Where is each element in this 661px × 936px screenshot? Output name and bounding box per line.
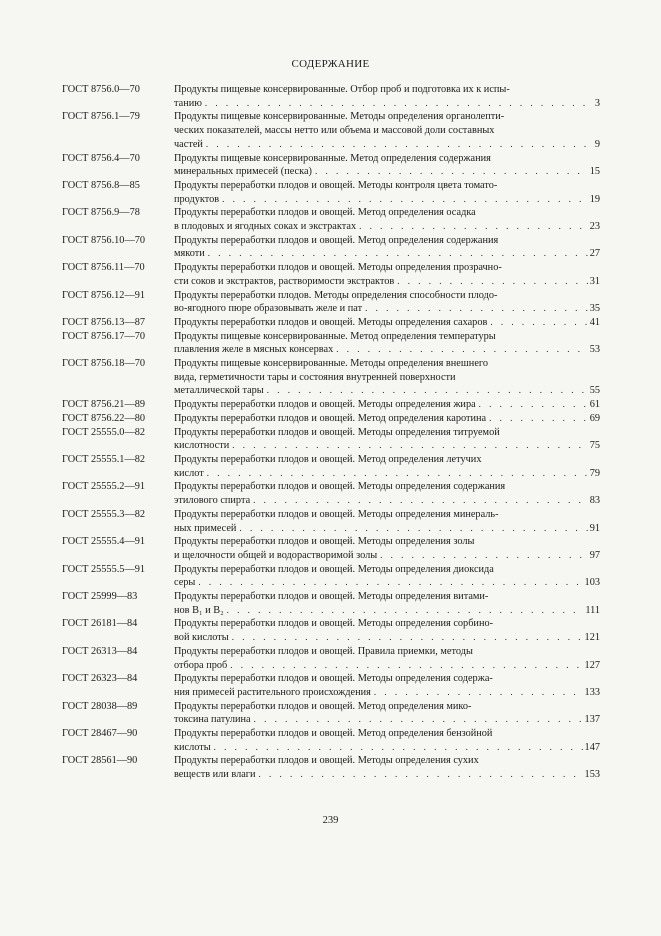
entry-title-line: Продукты пищевые консервированные. Метод определения температуры xyxy=(174,330,496,342)
entry-title-line: металлической тары xyxy=(174,385,264,397)
standard-code: ГОСТ 8756.17—70 xyxy=(62,330,146,342)
standard-code: ГОСТ 25555.0—82 xyxy=(62,426,146,438)
entry-title-line: Продукты пищевые консервированные. Методы определения органолепти- xyxy=(174,111,505,123)
dot-leader xyxy=(253,494,588,508)
entry-title xyxy=(174,234,600,261)
entry-title-line: Продукты переработки плодов и овощей. Метод определения содержания xyxy=(174,234,499,246)
standard-code: ГОСТ 8756.13—87 xyxy=(62,316,146,328)
entry-title-line: кислот xyxy=(174,467,204,479)
entry-title-line: серы xyxy=(174,577,196,589)
dot-leader xyxy=(315,165,588,179)
standard-code: ГОСТ 8756.18—70 xyxy=(62,358,146,370)
dot-leader xyxy=(239,522,587,536)
entry-title-line: веществ или влаги xyxy=(174,769,256,781)
dot-leader xyxy=(232,439,587,453)
entry-title-line: отбора проб xyxy=(174,659,228,671)
entry-title-line: Продукты переработки плодов и овощей. Методы определения сорбино- xyxy=(174,618,494,630)
entry-title-line: Продукты переработки плодов и овощей. Методы определения золы xyxy=(174,536,475,548)
entry-title xyxy=(174,645,600,672)
toc-entry xyxy=(62,727,600,754)
entry-title-line: ния примесей растительного происхождения xyxy=(174,686,371,698)
entry-title xyxy=(174,261,600,288)
toc-entry xyxy=(62,206,600,233)
standard-code: ГОСТ 25555.1—82 xyxy=(62,453,146,465)
entry-title xyxy=(174,508,600,535)
entry-title-line: во-ягодного пюре образовывать желе и пат xyxy=(174,303,363,315)
dot-leader xyxy=(359,220,588,234)
toc-entry xyxy=(62,261,600,288)
entry-title-line: Продукты пищевые консервированные. Методы определения внешнего xyxy=(174,358,488,370)
entry-title-line: сти соков и экстрактов, растворимости экстрактов xyxy=(174,275,395,287)
entry-title xyxy=(174,672,600,699)
entry-title-line: токсина патулина xyxy=(174,714,251,726)
entry-page-number: 9 xyxy=(594,138,600,150)
standard-code: ГОСТ 8756.12—91 xyxy=(62,289,146,301)
dot-leader xyxy=(380,549,588,563)
dot-leader xyxy=(336,343,587,357)
entry-title-line: Продукты переработки плодов и овощей. Методы контроля цвета томато- xyxy=(174,179,498,191)
dot-leader xyxy=(254,713,583,727)
entry-page-number: 75 xyxy=(589,440,600,452)
entry-page-number: 147 xyxy=(584,741,600,753)
entry-page-number: 121 xyxy=(584,632,600,644)
entry-title-line: Продукты пищевые консервированные. Отбор проб и подготовка их к испы- xyxy=(174,84,510,95)
standard-code: ГОСТ 8756.0—70 xyxy=(62,84,140,95)
entry-title xyxy=(174,535,600,562)
entry-page-number: 127 xyxy=(584,659,600,671)
standard-code: ГОСТ 8756.4—70 xyxy=(62,152,140,164)
entry-title xyxy=(174,563,600,590)
entry-title xyxy=(174,357,600,398)
standard-code: ГОСТ 8756.21—89 xyxy=(62,399,146,411)
dot-leader xyxy=(489,412,588,426)
dot-leader xyxy=(206,138,593,152)
toc-entry xyxy=(62,672,600,699)
standard-code: ГОСТ 26323—84 xyxy=(62,673,138,685)
entry-title xyxy=(174,453,600,480)
entry-title-line: Продукты переработки плодов и овощей. Методы определения прозрачно- xyxy=(174,262,502,274)
dot-leader xyxy=(214,741,583,755)
entry-page-number: 69 xyxy=(589,412,600,424)
entry-title xyxy=(174,727,600,754)
entry-title xyxy=(174,398,600,412)
entry-title-line: Продукты переработки плодов и овощей. Методы определения жира xyxy=(174,399,476,411)
entry-title-line: этилового спирта xyxy=(174,495,251,507)
standard-code: ГОСТ 8756.8—85 xyxy=(62,179,140,191)
toc-entry xyxy=(62,700,600,727)
entry-page-number: 19 xyxy=(589,193,600,205)
standard-code: ГОСТ 28561—90 xyxy=(62,755,138,767)
entry-title xyxy=(174,152,600,179)
entry-title-line: вой кислоты xyxy=(174,632,229,644)
entry-title-line: вида, герметичности тары и состояния внутренней поверхности xyxy=(174,371,456,383)
entry-page-number: 3 xyxy=(594,97,600,109)
entry-title-line: кислотности xyxy=(174,440,230,452)
entry-page-number: 153 xyxy=(584,769,600,781)
entry-page-number: 111 xyxy=(585,604,600,616)
dot-leader xyxy=(227,604,584,618)
entry-page-number: 79 xyxy=(589,467,600,479)
entry-page-number: 27 xyxy=(589,248,600,260)
entry-title xyxy=(174,206,600,233)
entry-page-number: 23 xyxy=(589,221,600,233)
page-title: СОДЕРЖАНИЕ xyxy=(291,58,370,70)
toc-entry xyxy=(62,357,600,398)
entry-title-line: Продукты переработки плодов и овощей. Методы определения титруемой xyxy=(174,426,500,438)
toc-entry xyxy=(62,179,600,206)
toc-entry xyxy=(62,330,600,357)
toc-entry xyxy=(62,152,600,179)
entry-title-line: частей xyxy=(174,138,203,150)
toc-entry xyxy=(62,289,600,316)
entry-page-number: 31 xyxy=(589,275,600,287)
dot-leader xyxy=(365,302,588,316)
entry-title-line: в плодовых и ягодных соках и экстрактах xyxy=(174,221,357,233)
entry-title-line: ческих показателей, массы нетто или объема и массовой доли составных xyxy=(174,125,495,137)
standard-code: ГОСТ 8756.11—70 xyxy=(62,262,145,274)
entry-page-number: 61 xyxy=(589,399,600,411)
entry-title-line: танию xyxy=(174,97,202,109)
standard-code: ГОСТ 26313—84 xyxy=(62,645,138,657)
entry-title-line: Продукты переработки плодов и овощей. Метод определения каротина xyxy=(174,412,487,424)
entry-title-line: минеральных примесей (песка) xyxy=(174,166,312,178)
entry-page-number: 41 xyxy=(589,316,600,328)
entry-title xyxy=(174,617,600,644)
toc-entry xyxy=(62,453,600,480)
standard-code: ГОСТ 8756.1—79 xyxy=(62,111,140,123)
entry-title-line: продуктов xyxy=(174,193,220,205)
entry-title-line: кислоты xyxy=(174,741,211,753)
toc-entry xyxy=(62,110,600,151)
entry-page-number: 55 xyxy=(589,385,600,397)
entry-title-line: нов В₁ и В₂ xyxy=(174,604,224,616)
dot-leader xyxy=(397,275,587,289)
dot-leader xyxy=(205,97,593,111)
standard-code: ГОСТ 28467—90 xyxy=(62,728,138,740)
toc-entry xyxy=(62,83,600,110)
entry-page-number: 83 xyxy=(589,495,600,507)
entry-title-line: Продукты переработки плодов и овощей. Метод определения летучих xyxy=(174,453,482,465)
entry-page-number: 35 xyxy=(589,303,600,315)
entry-title-line: Продукты переработки плодов и овощей. Методы определения сухих xyxy=(174,755,479,767)
standard-code: ГОСТ 25555.2—91 xyxy=(62,481,146,493)
entry-title xyxy=(174,179,600,206)
entry-title xyxy=(174,700,600,727)
standard-code: ГОСТ 25555.3—82 xyxy=(62,508,146,520)
entry-page-number: 103 xyxy=(584,577,600,589)
toc-entry xyxy=(62,480,600,507)
toc-entry xyxy=(62,617,600,644)
entry-page-number: 133 xyxy=(584,686,600,698)
entry-title xyxy=(174,316,600,330)
standard-code: ГОСТ 28038—89 xyxy=(62,700,138,712)
toc-entry xyxy=(62,412,600,426)
entry-title-line: Продукты переработки плодов и овощей. Методы определения сахаров xyxy=(174,316,488,328)
entry-title-line: и щелочности общей и водорастворимой золы xyxy=(174,549,378,561)
toc-entry xyxy=(62,590,600,617)
toc-entry xyxy=(62,508,600,535)
entry-page-number: 91 xyxy=(589,522,600,534)
toc-entry xyxy=(62,754,600,781)
entry-title xyxy=(174,83,600,110)
toc-entry xyxy=(62,535,600,562)
entry-title-line: Продукты переработки плодов и овощей. Методы определения минераль- xyxy=(174,508,499,520)
dot-leader xyxy=(490,316,587,330)
toc-entry xyxy=(62,426,600,453)
dot-leader xyxy=(232,631,583,645)
dot-leader xyxy=(230,659,582,673)
entry-title-line: Продукты переработки плодов и овощей. Метод определения мико- xyxy=(174,700,472,712)
entry-title xyxy=(174,754,600,781)
entry-title xyxy=(174,289,600,316)
standard-code: ГОСТ 8756.9—78 xyxy=(62,207,140,219)
toc-entry xyxy=(62,563,600,590)
dot-leader xyxy=(207,467,588,481)
dot-leader xyxy=(267,384,588,398)
dot-leader xyxy=(198,576,582,590)
standard-code: ГОСТ 25555.5—91 xyxy=(62,563,146,575)
entry-page-number: 137 xyxy=(584,714,600,726)
dot-leader xyxy=(222,193,588,207)
entry-title-line: Продукты переработки плодов и овощей. Методы определения витами- xyxy=(174,591,489,603)
entry-title-line: Продукты переработки плодов и овощей. Методы определения содержания xyxy=(174,481,506,493)
dot-leader xyxy=(208,247,588,261)
standard-code: ГОСТ 8756.22—80 xyxy=(62,412,146,424)
standard-code: ГОСТ 8756.10—70 xyxy=(62,234,146,246)
entry-title xyxy=(174,480,600,507)
dot-leader xyxy=(479,398,588,412)
dot-leader xyxy=(259,768,583,782)
entry-title xyxy=(174,426,600,453)
standard-code: ГОСТ 25999—83 xyxy=(62,591,138,603)
toc-entry xyxy=(62,234,600,261)
toc-entry xyxy=(62,398,600,412)
entry-title-line: Продукты переработки плодов и овощей. Методы определения содержа- xyxy=(174,673,493,685)
entry-title-line: Продукты переработки плодов и овощей. Метод определения осадка xyxy=(174,207,476,219)
entry-title-line: мякоти xyxy=(174,248,205,260)
toc-entry xyxy=(62,645,600,672)
toc-entry xyxy=(62,316,600,330)
standard-code: ГОСТ 25555.4—91 xyxy=(62,536,146,548)
entry-title-line: Продукты переработки плодов и овощей. Правила приемки, методы xyxy=(174,645,473,657)
dot-leader xyxy=(374,686,583,700)
entry-page-number: 53 xyxy=(589,344,600,356)
entry-page-number: 15 xyxy=(589,166,600,178)
standard-code: ГОСТ 26181—84 xyxy=(62,618,138,630)
entry-title-line: Продукты переработки плодов и овощей. Метод определения бензойной xyxy=(174,728,493,740)
entry-title-line: Продукты переработки плодов и овощей. Методы определения диоксида xyxy=(174,563,494,575)
entry-title xyxy=(174,412,600,426)
entry-title-line: ных примесей xyxy=(174,522,237,534)
entry-page-number: 97 xyxy=(589,549,600,561)
entry-title xyxy=(174,590,600,617)
page-number: 239 xyxy=(322,815,339,826)
table-of-contents xyxy=(62,83,600,782)
entry-title-line: плавления желе в мясных консервах xyxy=(174,344,334,356)
entry-title xyxy=(174,110,600,151)
entry-title-line: Продукты пищевые консервированные. Метод определения содержания xyxy=(174,152,491,164)
entry-title xyxy=(174,330,600,357)
entry-title-line: Продукты переработки плодов. Методы определения способности плодо- xyxy=(174,289,498,301)
